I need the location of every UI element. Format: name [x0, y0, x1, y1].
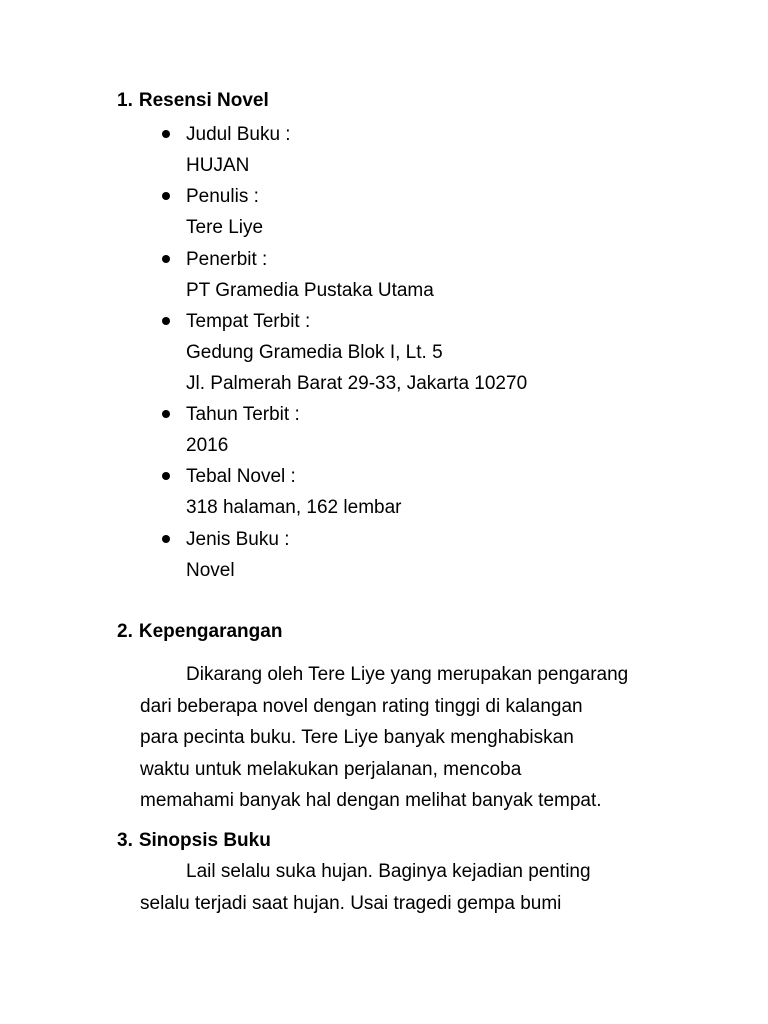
section-number: 2.: [117, 621, 133, 642]
bullet-icon: [162, 255, 170, 263]
paragraph-sinopsis: [140, 856, 700, 919]
paragraph-line: Dikarang oleh Tere Liye yang merupakan pengarang: [186, 664, 629, 685]
item-label: Judul Buku :: [186, 124, 291, 145]
item-value: PT Gramedia Pustaka Utama: [186, 280, 434, 301]
section-title: Kepengarangan: [138, 621, 283, 642]
item-value: Gedung Gramedia Blok I, Lt. 5: [186, 342, 443, 363]
bullet-icon: [162, 130, 170, 138]
paragraph-line: memahami banyak hal dengan melihat banyak tempat.: [140, 790, 602, 811]
bullet-icon: [162, 192, 170, 200]
section-number: 3.: [117, 830, 133, 851]
item-value: Tere Liye: [186, 217, 264, 238]
section-title: Resensi Novel: [138, 90, 269, 111]
item-value: HUJAN: [186, 155, 250, 176]
paragraph-line: dari beberapa novel dengan rating tinggi di kalangan: [140, 695, 583, 717]
item-label: Penerbit :: [186, 249, 268, 270]
section-heading-kepengarangan: [117, 620, 282, 644]
bullet-icon: [162, 317, 170, 325]
item-label: Jenis Buku :: [186, 529, 290, 550]
paragraph-line: waktu untuk melakukan perjalanan, mencoba: [140, 758, 522, 780]
section-title: Sinopsis Buku: [138, 830, 271, 851]
bullet-icon: [162, 410, 170, 418]
paragraph-line: Lail selalu suka hujan. Baginya kejadian penting: [186, 861, 591, 882]
paragraph-line: selalu terjadi saat hujan. Usai tragedi gempa bumi: [140, 892, 562, 914]
item-value: 2016: [186, 435, 229, 456]
item-value: 318 halaman, 162 lembar: [186, 497, 402, 518]
section-heading-sinopsis-buku: [117, 829, 271, 853]
item-label: Tahun Terbit :: [186, 404, 300, 425]
item-label: Tebal Novel :: [186, 466, 296, 487]
item-label: Penulis :: [186, 186, 259, 207]
paragraph-kepengarangan: [140, 659, 700, 817]
bullet-icon: [162, 472, 170, 480]
item-label: Tempat Terbit :: [186, 311, 311, 332]
item-value: Novel: [186, 560, 235, 581]
paragraph-line: para pecinta buku. Tere Liye banyak menghabiskan: [140, 727, 574, 748]
section-number: 1.: [117, 90, 133, 111]
item-value: Jl. Palmerah Barat 29-33, Jakarta 10270: [186, 373, 528, 394]
section-heading-resensi-novel: [117, 89, 269, 113]
bullet-icon: [162, 535, 170, 543]
